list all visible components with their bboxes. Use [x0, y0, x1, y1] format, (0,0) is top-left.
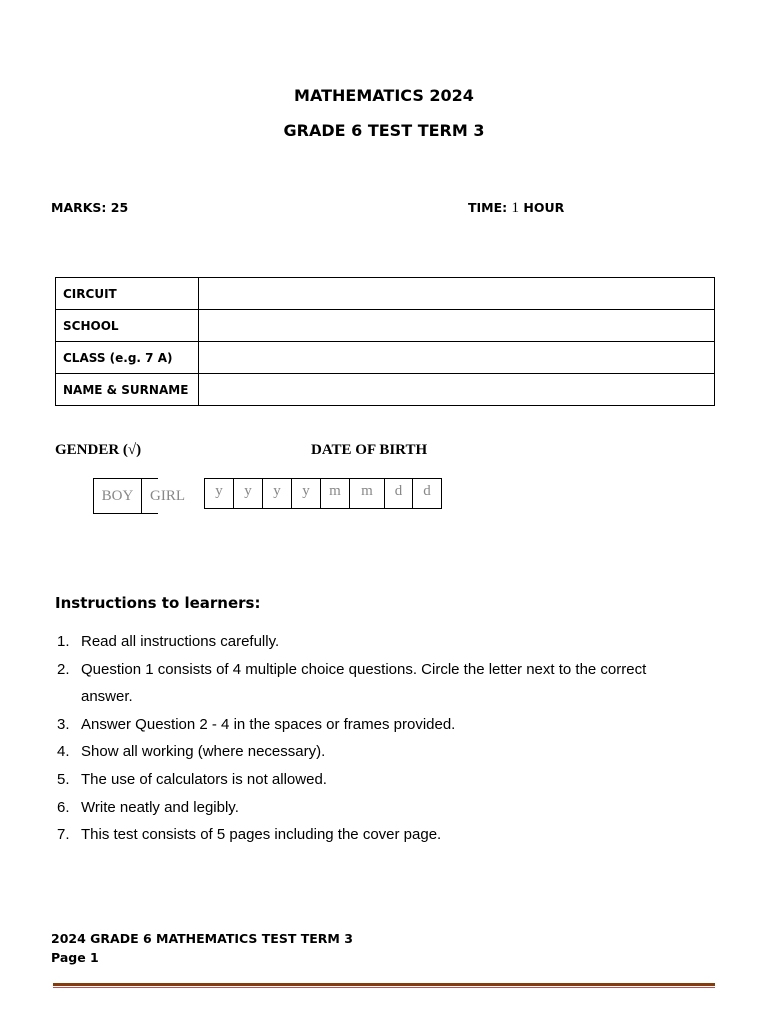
item-number: 5. [57, 770, 70, 788]
gender-label-close: ) [136, 442, 142, 458]
instruction-text: Write neatly and legibly. [81, 798, 239, 816]
school-field[interactable] [199, 310, 715, 342]
class-label: CLASS (e.g. 7 A) [56, 342, 199, 374]
dob-month-digit-2[interactable]: m [350, 479, 385, 508]
instruction-text: Read all instructions carefully. [81, 633, 280, 650]
list-item [55, 711, 695, 739]
dob-year-digit-1[interactable]: y [205, 479, 234, 508]
date-of-birth-boxes [204, 478, 442, 509]
list-item [55, 794, 695, 822]
dob-year-digit-3[interactable]: y [263, 479, 292, 508]
item-number: 7. [57, 826, 70, 844]
list-item [55, 656, 695, 711]
dob-year-digit-4[interactable]: y [292, 479, 321, 508]
instruction-text: Question 1 consists of 4 multiple choice questions. Circle the letter next to the correct answer. [81, 660, 647, 706]
item-number: 4. [57, 743, 70, 761]
dob-year-digit-2[interactable]: y [234, 479, 263, 508]
date-of-birth-label: DATE OF BIRTH [311, 442, 428, 458]
instruction-text: Answer Question 2 - 4 in the spaces or frames provided. [81, 715, 456, 733]
circuit-label: CIRCUIT [56, 278, 199, 310]
dob-month-digit-1[interactable]: m [321, 479, 350, 508]
gender-girl-box[interactable]: GIRL [142, 478, 158, 514]
time-suffix: HOUR [519, 200, 565, 215]
tick-mark: √ [127, 442, 137, 458]
footer-rule-thin [53, 987, 715, 988]
instructions-list [55, 628, 695, 849]
time-prefix: TIME: [468, 200, 512, 215]
footer-title: 2024 GRADE 6 MATHEMATICS TEST TERM 3 [51, 931, 353, 946]
item-number: 3. [57, 715, 70, 733]
item-number: 6. [57, 798, 70, 816]
table-row [56, 310, 715, 342]
instructions-heading: Instructions to learners: [55, 594, 261, 612]
item-number: 2. [57, 660, 70, 678]
learner-info-table [55, 277, 715, 406]
school-label: SCHOOL [56, 310, 199, 342]
dob-day-digit-1[interactable]: d [385, 479, 413, 508]
time-value: 1 [511, 200, 520, 216]
table-row [56, 374, 715, 406]
instruction-text: The use of calculators is not allowed. [81, 770, 327, 788]
dob-day-digit-2[interactable]: d [423, 483, 431, 499]
name-surname-label: NAME & SURNAME [56, 374, 199, 406]
item-number: 1. [57, 633, 70, 650]
instruction-text: This test consists of 5 pages including the cover page. [81, 826, 442, 844]
class-field[interactable] [199, 342, 715, 374]
document-title: MATHEMATICS 2024 [294, 86, 474, 105]
document-subtitle: GRADE 6 TEST TERM 3 [283, 121, 485, 140]
list-item [55, 766, 695, 794]
time-label [468, 200, 564, 217]
table-row [56, 278, 715, 310]
gender-label [55, 442, 141, 459]
gender-boy-box[interactable]: BOY [93, 478, 142, 514]
name-surname-field[interactable] [199, 374, 715, 406]
instruction-text: Show all working (where necessary). [81, 743, 326, 761]
circuit-field[interactable] [199, 278, 715, 310]
list-item [55, 628, 695, 656]
marks-label: MARKS: 25 [51, 200, 129, 215]
gender-label-text: GENDER ( [55, 442, 128, 458]
list-item [55, 738, 695, 766]
list-item [55, 821, 695, 849]
table-row [56, 342, 715, 374]
page-number: Page 1 [51, 950, 99, 965]
footer-rule-thick [53, 983, 715, 986]
